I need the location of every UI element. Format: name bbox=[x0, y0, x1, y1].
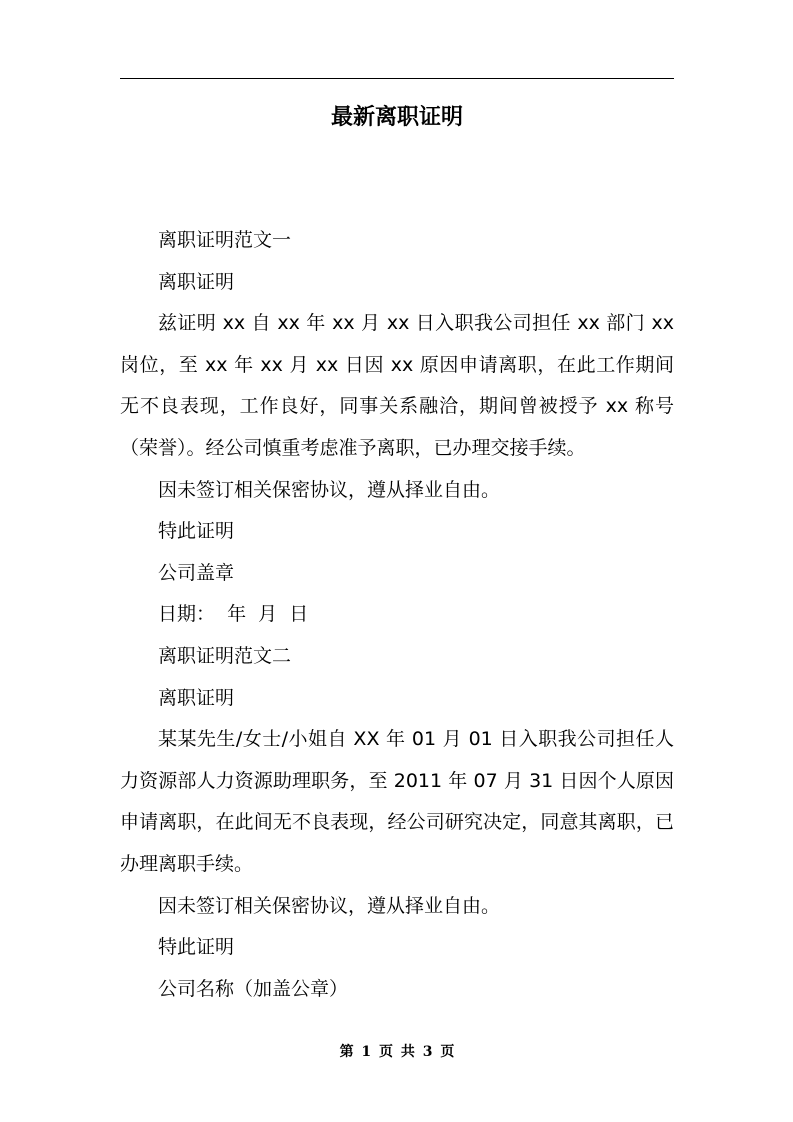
paragraph-certificate-body-1: 兹证明 xx 自 xx 年 xx 月 xx 日入职我公司担任 xx 部门 xx 岗位，至 xx 年 xx 月 xx 日因 xx 原因申请离职，在此工作期间无不良表现，工作良好，同事关系融洽，期间曾被授予 xx 称号（荣誉）。经公司慎重考虑准予离职，已办理交接手续。 bbox=[120, 312, 681, 459]
paragraph-company-seal: 公司盖章 bbox=[158, 561, 235, 584]
paragraph-sample-heading-1: 离职证明范文一 bbox=[158, 229, 292, 251]
paragraph-certificate-body-2: 某某先生/女士/小姐自 XX 年 01 月 01 日入职我公司担任人力资源部人力资源助理职务，至 2011 年 07 月 31 日因个人原因申请离职，在此间无不良表现，经公司研究决定，同意其离职，已办理离职手续。 bbox=[120, 728, 674, 875]
paragraph-certificate-heading-1: 离职证明 bbox=[158, 270, 235, 293]
paragraph-company-name: 公司名称（加盖公章） bbox=[158, 977, 349, 1000]
page-number: 第 1 页 共 3 页 bbox=[339, 1044, 455, 1060]
document-title: 最新离职证明 bbox=[330, 105, 463, 130]
paragraph-confidentiality-2: 因未签订相关保密协议，遵从择业自由。 bbox=[158, 894, 501, 917]
paragraph-date: 日期： 年 月 日 bbox=[158, 603, 309, 626]
paragraph-certificate-heading-2: 离职证明 bbox=[158, 686, 235, 709]
header-rule bbox=[120, 78, 674, 79]
paragraph-confidentiality-1: 因未签订相关保密协议，遵从择业自由。 bbox=[158, 478, 501, 501]
document-body bbox=[120, 220, 681, 1010]
paragraph-hereby-certify-2: 特此证明 bbox=[158, 936, 235, 959]
paragraph-sample-heading-2: 离职证明范文二 bbox=[158, 644, 292, 667]
paragraph-hereby-certify-1: 特此证明 bbox=[158, 520, 235, 543]
